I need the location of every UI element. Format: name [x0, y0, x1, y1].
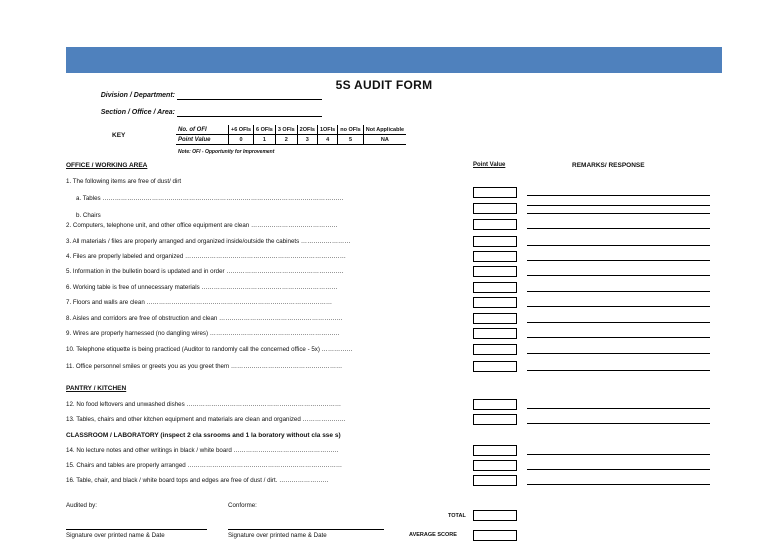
total-label: TOTAL	[448, 513, 466, 519]
remarks-line[interactable]	[527, 322, 710, 323]
auditor-signature-caption: Signature over printed name & Date	[66, 532, 165, 539]
key-header: 2OFIs	[297, 125, 317, 135]
item-4: 4. Files are properly labeled and organized ……………………………………………………………………	[66, 253, 346, 260]
item-6: 6. Working table is free of unnecessary materials …………………………………………………………	[66, 284, 338, 291]
item-13: 13. Tables, chairs and other kitchen equipment and materials are clean and organized …………………	[66, 416, 346, 423]
remarks-line[interactable]	[527, 213, 710, 214]
point-value-box[interactable]	[473, 236, 517, 247]
remarks-line[interactable]	[527, 205, 710, 206]
key-header: 6 OFIs	[254, 125, 276, 135]
form-title: 5S AUDIT FORM	[335, 78, 433, 92]
header-banner	[66, 47, 722, 73]
point-value-box[interactable]	[473, 328, 517, 339]
item-5: 5. Information in the bulletin board is updated and in order …………………………………………………	[66, 268, 344, 275]
point-value-box[interactable]	[473, 297, 517, 308]
item-9: 9. Wires are properly harnessed (no dangling wires) ………………………………………………………	[66, 330, 340, 337]
item-1a: a. Tables ………………………………………………………………………………………………………	[76, 195, 344, 202]
key-label: KEY	[112, 132, 126, 139]
key-note: Note: OFI - Opportunity for Improvement	[178, 149, 275, 155]
key-table	[176, 125, 406, 145]
point-value-box[interactable]	[473, 399, 517, 410]
item-12: 12. No food leftovers and unwashed dishes …………………………………………………………………	[66, 401, 342, 408]
item-8: 8. Aisles and corridors are free of obstruction and clean ……………………………………………………	[66, 315, 343, 322]
key-value: 1	[254, 135, 276, 145]
key-header: No. of OFI	[176, 125, 229, 135]
key-value: Point Value	[176, 135, 229, 145]
section-field[interactable]	[177, 116, 322, 117]
remarks-line[interactable]	[527, 423, 710, 424]
key-value: 3	[297, 135, 317, 145]
remarks-line[interactable]	[527, 370, 710, 371]
point-value-box[interactable]	[473, 344, 517, 355]
remarks-line[interactable]	[527, 337, 710, 338]
average-score-label: AVERAGE SCORE	[409, 532, 457, 538]
item-3: 3. All materials / files are properly arranged and organized inside/outside the cabinets ……………………	[66, 238, 351, 245]
item-10: 10. Telephone etiquette is being practiced (Auditor to randomly call the concerned office - 5x) ……………	[66, 346, 353, 353]
point-value-box[interactable]	[473, 282, 517, 293]
section-pantry: PANTRY / KITCHEN	[66, 385, 127, 392]
key-value: 5	[338, 135, 363, 145]
remarks-line[interactable]	[527, 291, 710, 292]
key-value: NA	[363, 135, 406, 145]
item-7: 7. Floors and walls are clean ………………………………………………………………………………	[66, 299, 333, 306]
item-16: 16. Table, chair, and black / white board tops and edges are free of dust / dirt. ……………………	[66, 477, 329, 484]
conforme-label: Conforme:	[228, 502, 257, 509]
section-office: OFFICE / WORKING AREA	[66, 162, 148, 169]
item-2: 2. Computers, telephone unit, and other office equipment are clean ……………………………………	[66, 222, 338, 229]
item-1b: b. Chairs	[76, 212, 101, 218]
total-box[interactable]	[473, 510, 517, 521]
item-15: 15. Chairs and tables are properly arranged …………………………………………………………………	[66, 462, 343, 469]
remarks-line[interactable]	[527, 484, 710, 485]
point-value-box[interactable]	[473, 460, 517, 471]
item-11: 11. Office personnel smiles or greets you as you greet them ………………………………………………	[66, 363, 343, 370]
division-field[interactable]	[177, 99, 322, 100]
key-header: +6 OFIs	[229, 125, 254, 135]
auditor-signature-line[interactable]	[66, 529, 207, 530]
conforme-signature-line[interactable]	[228, 529, 384, 530]
point-value-box[interactable]	[473, 313, 517, 324]
average-score-box[interactable]	[473, 530, 517, 541]
point-value-box[interactable]	[473, 414, 517, 425]
division-label: Division / Department:	[100, 92, 175, 99]
audited-by-label: Audited by:	[66, 502, 97, 509]
point-value-box[interactable]	[473, 361, 517, 372]
point-value-header: Point Value	[473, 162, 506, 168]
remarks-line[interactable]	[527, 275, 710, 276]
remarks-line[interactable]	[527, 306, 710, 307]
point-value-box[interactable]	[473, 266, 517, 277]
key-value: 2	[275, 135, 297, 145]
point-value-box[interactable]	[473, 251, 517, 262]
key-header: Not Applicable	[363, 125, 406, 135]
remarks-line[interactable]	[527, 469, 710, 470]
point-value-box[interactable]	[473, 475, 517, 486]
remarks-line[interactable]	[527, 408, 710, 409]
section-label: Section / Office / Area:	[100, 109, 175, 116]
point-value-box[interactable]	[473, 445, 517, 456]
remarks-line[interactable]	[527, 195, 710, 196]
section-classroom: CLASSROOM / LABORATORY (inspect 2 cla ssrooms and 1 la boratory without cla sse s)	[66, 432, 341, 439]
point-value-box[interactable]	[473, 219, 517, 230]
remarks-line[interactable]	[527, 454, 710, 455]
key-header: 1OFIs	[317, 125, 337, 135]
point-value-box[interactable]	[473, 187, 517, 198]
remarks-header: REMARKS/ RESPONSE	[572, 162, 645, 169]
remarks-line[interactable]	[527, 353, 710, 354]
key-header: 3 OFIs	[275, 125, 297, 135]
item-14: 14. No lecture notes and other writings in black / white board ……………………………………………	[66, 447, 339, 454]
key-value: 0	[229, 135, 254, 145]
remarks-line[interactable]	[527, 245, 710, 246]
remarks-line[interactable]	[527, 260, 710, 261]
key-header: no OFIs	[338, 125, 363, 135]
conforme-signature-caption: Signature over printed name & Date	[228, 532, 327, 539]
remarks-line[interactable]	[527, 228, 710, 229]
key-value: 4	[317, 135, 337, 145]
point-value-box[interactable]	[473, 203, 517, 214]
item-1: 1. The following items are free of dust/ dirt	[66, 178, 182, 185]
